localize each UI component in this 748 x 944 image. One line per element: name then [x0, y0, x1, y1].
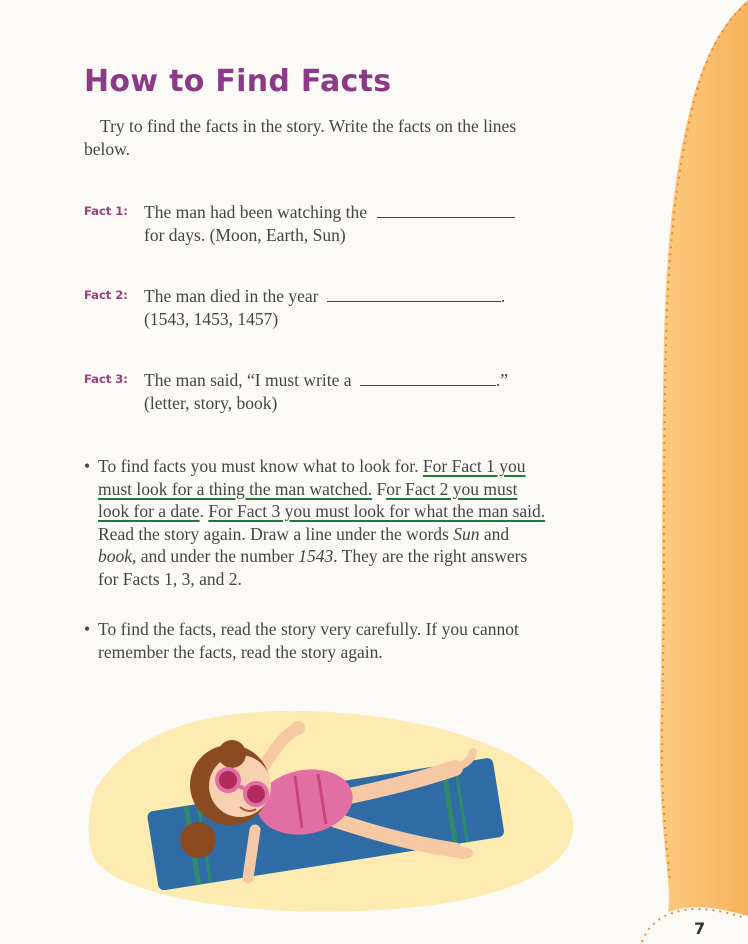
intro-text: Try to find the facts in the story. Write the facts on the lines below. — [84, 116, 517, 159]
fact-choices: (letter, story, book) — [144, 392, 278, 413]
fact-choices: (1543, 1453, 1457) — [144, 308, 279, 329]
fact-label: Fact 3: — [84, 372, 128, 386]
word-book: book — [98, 546, 133, 566]
pen-underlined-text: or Fact 2 you must look for a date — [98, 478, 518, 521]
sunglasses-lens — [245, 783, 267, 805]
bullet-mark: • — [84, 456, 91, 476]
fact-prompt: The man said, “I must write a — [144, 370, 352, 390]
word-sun: Sun — [453, 523, 480, 544]
fact-prompt: The man had been watching the — [144, 202, 368, 222]
tip-text: To find the facts, read the story very carefully. If you cannot remember the facts, read the story again. — [98, 619, 519, 662]
pen-underlined-text: For Fact 3 you must look for what the man said. — [208, 501, 546, 521]
number-1543: 1543 — [298, 546, 334, 566]
tip-text: To find facts you must know what to look for. For Fact 1 you must look for a thing the man watched. For Fact 2 you must look for a date. For Fact 3 you must look for what the man said. Read the story again. Draw a line under the words Sun and book, and under the number 1543. They are the right answers for Facts 1, 3, and 2. — [98, 456, 546, 589]
raised-arm — [265, 730, 295, 765]
bullet-mark: • — [84, 619, 91, 639]
sunbathing-girl-illustration — [80, 690, 560, 890]
fact-prompt: The man died in the year — [144, 286, 319, 306]
fact-label: Fact 1: — [84, 204, 128, 218]
fact-ending: .” — [495, 370, 509, 390]
lower-arm — [248, 830, 255, 878]
page-number: 7 — [694, 919, 706, 938]
sand-strip — [660, 0, 748, 944]
fact-label: Fact 2: — [84, 288, 128, 302]
pen-underlined-text: For Fact 1 you must look for a thing the man watched. — [98, 456, 526, 499]
fact-choices: for days. (Moon, Earth, Sun) — [144, 224, 346, 245]
answer-blank[interactable] — [360, 370, 496, 386]
answer-blank[interactable] — [377, 202, 515, 218]
fact-ending: . — [500, 286, 506, 306]
sunglasses-lens — [217, 769, 239, 791]
answer-blank[interactable] — [327, 286, 501, 302]
page-title: How to Find Facts — [84, 64, 392, 99]
